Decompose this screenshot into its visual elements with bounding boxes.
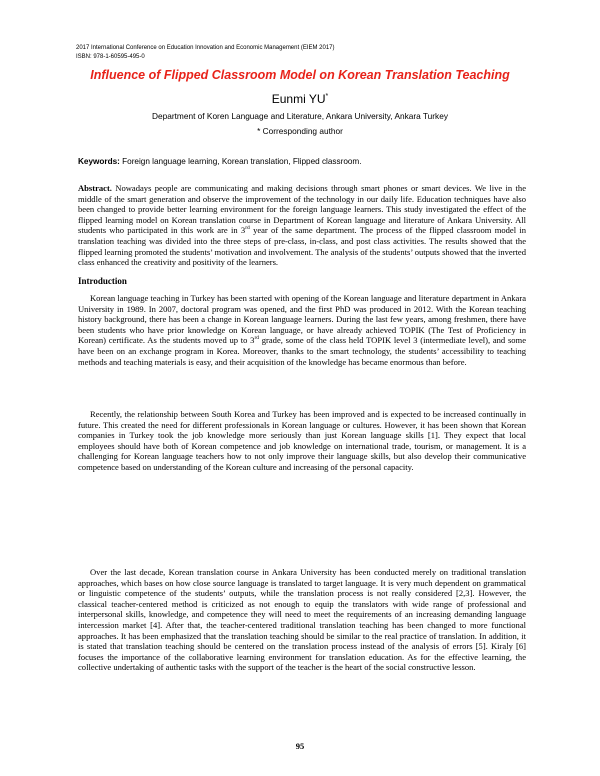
abstract-text-part2: year of the same department. The process of the flipped classroom model in translation teaching was divided into the three steps of pre-class, in-class, and post class activities. The results showed that the flipped learning promoted the students’ motivation and involvement. The analysis of the students’ outputs showed that the inverted class enhanced the creativity and positivity of the learners. bbox=[78, 225, 526, 268]
intro-p1-sup: rd bbox=[254, 335, 260, 342]
conference-name: 2017 International Conference on Education Innovation and Economic Management (EIEM 2017) bbox=[76, 45, 335, 51]
intro-paragraph-3: Over the last decade, Korean translation course in Ankara University has been conducted merely on traditional translation approaches, which bases on how close source language is translated to target language. It is very much dependent on grammatical or linguistic competence of the students’ outputs, while the translation process is not really considered [2,3]. However, the classical teacher-centered method is criticized as not enough to equip the translators with wide range of professional and interpersonal skills, knowledge, and competence they will need to meet the requirements of an increasing demanding language intercession market [4]. After that, the teacher-centered traditional translation teaching has been changed to more functional approaches. It has been emphasized that the translation teaching should be similar to the real practice of translation. In addition, it is stated that translation teaching should be centered on the translation process instead of the analysis of errors [5]. Kiraly [6] focuses the importance of the collaborative learning environment for translation education. As for the effective learning, the collective undertaking of authentic tasks with the support of the teacher is the heart of the social constructive lesson. bbox=[78, 567, 526, 673]
author-line bbox=[0, 89, 600, 107]
keywords bbox=[78, 156, 526, 167]
corresponding-author-note: * Corresponding author bbox=[257, 126, 343, 136]
paper-title: Influence of Flipped Classroom Model on Korean Translation Teaching bbox=[90, 68, 510, 82]
abstract-sup: rd bbox=[245, 225, 250, 232]
corresponding-mark: * bbox=[325, 93, 329, 100]
conference-header bbox=[76, 44, 526, 62]
abstract-label: Abstract. bbox=[78, 183, 112, 193]
intro-paragraph-2: Recently, the relationship between South Korea and Turkey has been improved and is expected to be increased continually in future. This created the need for different professionals in Korean language or cultures. However, it has been shown that Korean companies in Turkey took the job knowledge more seriously than just Korean language skills [1]. They expect that local employees should have both of Korean competence and job knowledge on international trade, tourism, or management. It is a challenging for Korean language teachers how to not only improve their language skills, but also develop their communicative competence based on understanding of the Korean culture and increasing of the personal capacity. bbox=[78, 409, 526, 472]
section-heading-introduction: Introduction bbox=[78, 276, 127, 286]
intro-p1-part1: Korean language teaching in Turkey has been started with opening of the Korean language and literature department in Ankara University in 1989. In 2007, doctoral program was opened, and the first PhD was produced in 2012. With the Korean teaching history background, there has been a change in Korean language learners. During the last few years, among freshmen, there have been students who have prior knowledge on Korean language, or have already achieved TOPIK (The Test of Proficiency in Korean) certificate. As the students moved up to 3 bbox=[78, 293, 526, 346]
keywords-text: Foreign language learning, Korean translation, Flipped classroom. bbox=[119, 157, 362, 166]
author-name: Eunmi YU bbox=[271, 92, 326, 106]
intro-paragraph-1 bbox=[78, 293, 526, 367]
abstract bbox=[78, 183, 526, 268]
intro-p1-part2: grade, some of the class held TOPIK level 3 (intermediate level), and some have been on an exchange program in Korea. Moreover, thanks to the smart technology, the students’ accessibility to teaching methods and teaching materials is easy, and their acquisition of the knowledge has became enormous than before. bbox=[78, 335, 526, 367]
page-number: 95 bbox=[295, 741, 305, 751]
affiliation: Department of Koren Language and Literature, Ankara University, Ankara Turkey bbox=[152, 111, 448, 121]
isbn: ISBN: 978-1-60595-495-0 bbox=[76, 54, 145, 60]
keywords-label: Keywords: bbox=[78, 157, 120, 166]
abstract-text-part1: Nowadays people are communicating and making decisions through smart phones or smart devices. We live in the middle of the smart generation and observe the improvement of the technology in our daily life. Education techniques have also been changed to provide better learning environment for the foreign language learners. This study investigated the effect of the flipped learning model on Korean translation course in Department of Korean language and literature of Ankara University. All students who participated in this work are in 3 bbox=[78, 183, 526, 236]
